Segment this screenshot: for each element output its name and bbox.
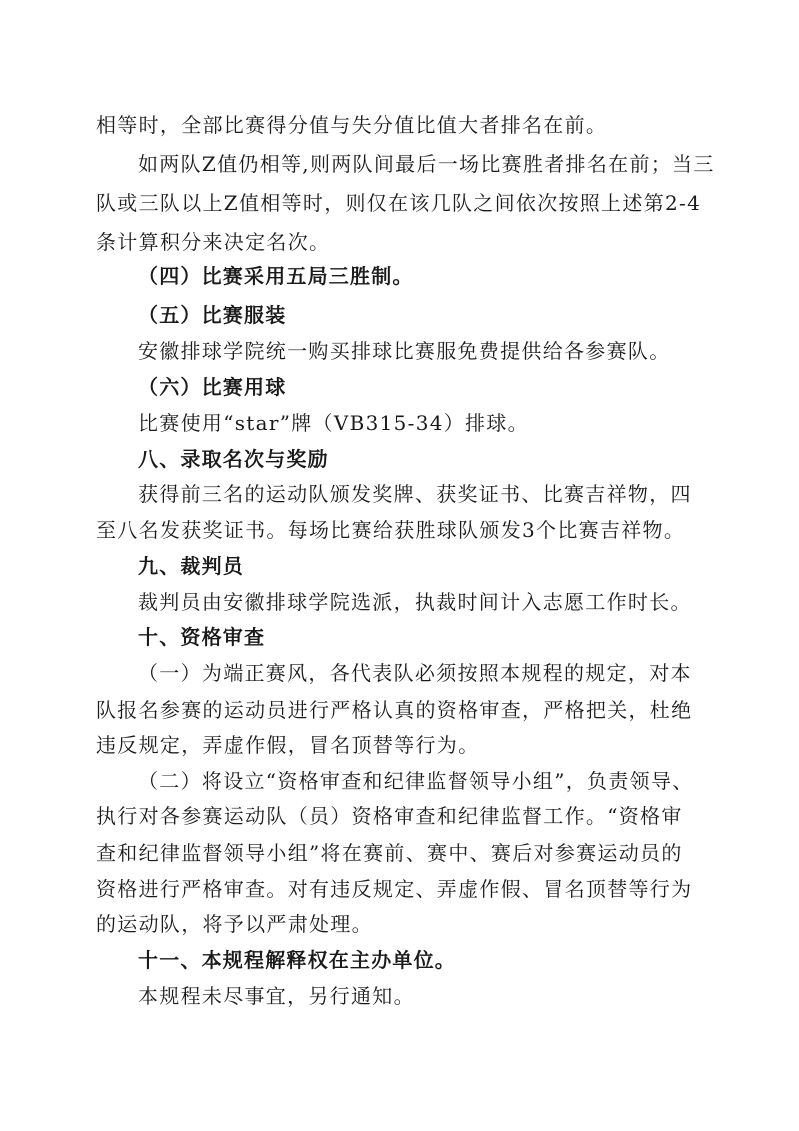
text-line: （二）将设立“资格审查和纪律监督领导小组”，负责领导、: [138, 769, 694, 793]
text-line: 队或三队以上Z值相等时，则仅在该几队之间依次按照上述第2-4: [96, 191, 702, 215]
section-heading: 八、录取名次与奖励: [138, 447, 329, 471]
text-line: 的运动队，将予以严肃处理。: [96, 912, 373, 936]
text-line: 执行对各参赛运动队（员）资格审查和纪律监督工作。“资格审: [96, 804, 683, 828]
text-line: 相等时，全部比赛得分值与失分值比值大者排名在前。: [96, 113, 608, 137]
text-line: （一）为端正赛风，各代表队必须按照本规程的规定，对本: [138, 661, 692, 685]
text-line: 获得前三名的运动队颁发奖牌、获奖证书、比赛吉祥物，四: [138, 482, 692, 506]
section-heading: 十、资格审查: [138, 625, 266, 649]
text-line: 至八名发获奖证书。每场比赛给获胜球队颁发3个比赛吉祥物。: [96, 518, 686, 542]
section-heading: （五）比赛服装: [138, 303, 287, 327]
text-line: 比赛使用“star”牌（VB315-34）排球。: [138, 411, 529, 435]
section-heading: 九、裁判员: [138, 554, 244, 578]
text-line: 查和纪律监督领导小组”将在赛前、赛中、赛后对参赛运动员的: [96, 841, 683, 865]
text-line: 资格进行严格审查。对有违反规定、弄虚作假、冒名顶替等行为: [96, 877, 693, 901]
text-line: 安徽排球学院统一购买排球比赛服免费提供给各参赛队。: [138, 339, 671, 363]
section-heading: （四）比赛采用五局三胜制。: [138, 264, 414, 288]
text-line: 裁判员由安徽排球学院选派，执裁时间计入志愿工作时长。: [138, 590, 692, 614]
text-line: 违反规定，弄虚作假，冒名顶替等行为。: [96, 733, 480, 757]
section-heading: 十一、本规程解释权在主办单位。: [138, 948, 456, 972]
text-line: 本规程未尽事宜，另行通知。: [138, 984, 415, 1008]
text-line: 条计算积分来决定名次。: [96, 230, 331, 254]
section-heading: （六）比赛用球: [138, 375, 287, 399]
text-line: 如两队Z值仍相等,则两队间最后一场比赛胜者排名在前；当三: [138, 152, 715, 176]
text-line: 队报名参赛的运动员进行严格认真的资格审查，严格把关，杜绝: [96, 698, 693, 722]
